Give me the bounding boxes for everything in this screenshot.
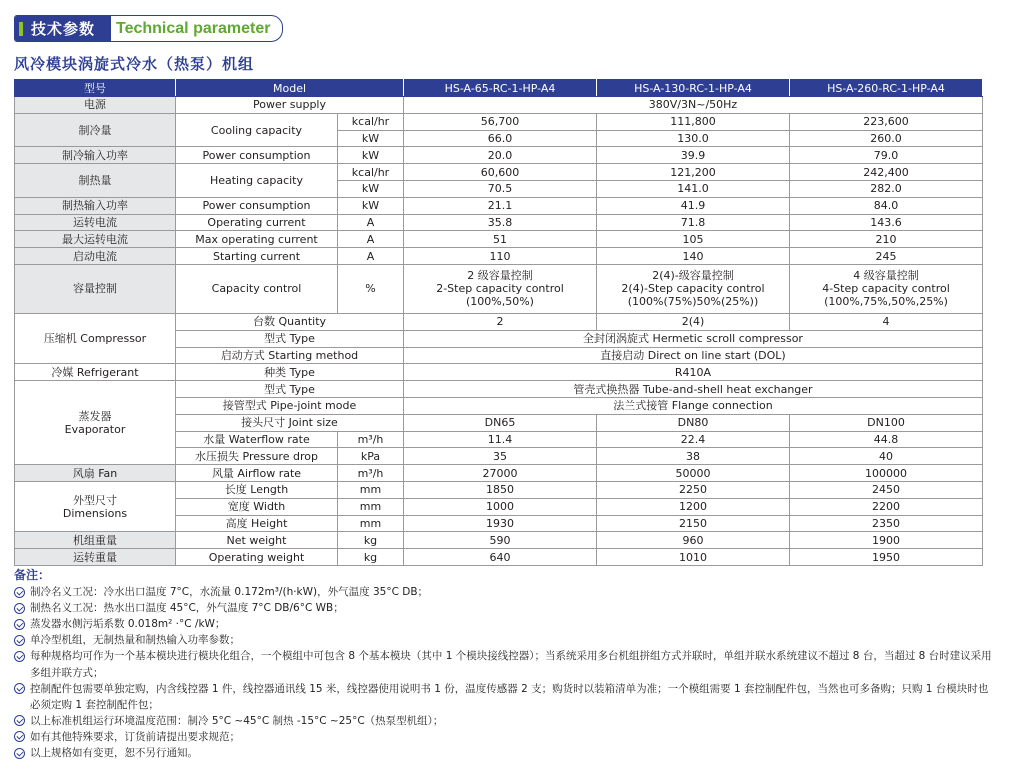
list-item [14,600,994,616]
value-cell: 2150 [597,515,790,532]
value-cell: 11.4 [404,431,597,448]
value-cell: 70.5 [404,180,597,197]
value-cell: 4 [790,313,983,330]
list-item [14,584,994,600]
capacity-line: 4-Step capacity control [822,282,950,296]
value-cell: 22.4 [597,431,790,448]
row-label: 高度 Height [176,515,338,532]
compressor-category: 压缩机 Compressor [15,313,176,363]
power-supply-value: 380V/3N~/50Hz [404,97,983,114]
value-cell: 130.0 [597,130,790,147]
capacity-line: 2-Step capacity control [436,282,564,296]
value-cell: 84.0 [790,197,983,214]
value-cell: 121,200 [597,164,790,181]
note-text: 如有其他特殊要求，订货前请提出要求规范； [30,730,240,743]
check-circle-icon [14,603,25,614]
table-header-row [15,80,983,97]
value-cell: 210 [790,231,983,248]
section-header-en: Technical parameter [116,19,271,37]
row-label-en: Net weight [176,532,338,549]
value-cell: 20.0 [404,147,597,164]
value-cell: 260.0 [790,130,983,147]
unit-cell: kg [338,532,404,549]
capacity-control-1 [404,264,597,313]
evaporator-en: Evaporator [64,422,126,436]
row-label: 水量 Waterflow rate [176,431,338,448]
value-cell: R410A [404,364,983,381]
table-row [15,147,983,164]
row-label-cn: 容量控制 [15,264,176,313]
list-item [14,729,994,745]
row-label: 台数 Quantity [176,313,404,330]
capacity-line: (100%(75%)50%(25%)) [627,295,759,309]
row-label: 型式 Type [176,381,404,398]
table-row [15,214,983,231]
value-cell: 60,600 [404,164,597,181]
unit-cell: A [338,231,404,248]
value-cell: 38 [597,448,790,465]
header-model-2: HS-A-130-RC-1-HP-A4 [597,80,790,97]
table-row [15,231,983,248]
unit-cell: mm [338,498,404,515]
value-cell: 640 [404,549,597,566]
row-label-en: Power supply [176,97,404,114]
table-row [15,465,983,482]
value-cell: 2(4) [597,313,790,330]
header-model-en: Model [176,80,404,97]
row-label: 种类 Type [176,364,404,381]
row-label-en: Starting current [176,248,338,265]
row-label-cn: 制热量 [15,164,176,198]
value-cell: 223,600 [790,113,983,130]
row-label-en: Capacity control [176,264,338,313]
value-cell: 141.0 [597,180,790,197]
table-row [15,364,983,381]
row-label-cn: 制冷输入功率 [15,147,176,164]
unit-cell: kg [338,549,404,566]
notes-section [14,567,994,761]
row-label: 型式 Type [176,330,404,347]
table-row [15,481,983,498]
row-label-en: Cooling capacity [176,113,338,147]
value-cell: 140 [597,248,790,265]
table-row [15,549,983,566]
row-label-cn: 制冷量 [15,113,176,147]
check-circle-icon [14,715,25,726]
value-cell: 50000 [597,465,790,482]
row-label-cn: 最大运转电流 [15,231,176,248]
list-item [14,713,994,729]
value-cell: 245 [790,248,983,265]
header-model-3: HS-A-260-RC-1-HP-A4 [790,80,983,97]
value-cell: 全封闭涡旋式 Hermetic scroll compressor [404,330,983,347]
value-cell: DN100 [790,414,983,431]
check-circle-icon [14,651,25,662]
capacity-control-3 [790,264,983,313]
note-text: 制冷名义工况：冷水出口温度 7°C，水流量 0.172m³/(h·kW)，外气温度 35°C DB； [30,586,429,599]
capacity-line: (100%,50%) [466,295,534,309]
row-label-en: Operating weight [176,549,338,566]
list-item [14,745,994,761]
table-row [15,532,983,549]
check-circle-icon [14,635,25,646]
note-text: 以上标准机组运行环境温度范围：制冷 5°C ~45°C 制热 -15°C ~25°C（热泵型机组）； [30,714,444,727]
value-cell: 39.9 [597,147,790,164]
value-cell: 1930 [404,515,597,532]
row-label-en: Power consumption [176,197,338,214]
value-cell: 1950 [790,549,983,566]
capacity-line: (100%,75%,50%,25%) [824,295,948,309]
value-cell: 66.0 [404,130,597,147]
spec-table [14,79,983,566]
row-label-en: Power consumption [176,147,338,164]
value-cell: 1900 [790,532,983,549]
value-cell: DN80 [597,414,790,431]
unit-cell: kW [338,130,404,147]
section-header-cn: 技术参数 [15,16,111,41]
value-cell: 56,700 [404,113,597,130]
table-row [15,264,983,313]
row-label: 长度 Length [176,481,338,498]
row-label-cn: 机组重量 [15,532,176,549]
unit-cell: kcal/hr [338,113,404,130]
table-row [15,248,983,265]
check-circle-icon [14,587,25,598]
value-cell: 960 [597,532,790,549]
value-cell: 1000 [404,498,597,515]
value-cell: 1010 [597,549,790,566]
value-cell: 35 [404,448,597,465]
header-model-cn: 型号 [15,80,176,97]
evaporator-category [15,381,176,465]
list-item [14,648,994,680]
value-cell: 100000 [790,465,983,482]
value-cell: 40 [790,448,983,465]
unit-cell: mm [338,481,404,498]
row-label: 宽度 Width [176,498,338,515]
dimensions-category [15,481,176,531]
value-cell: 21.1 [404,197,597,214]
product-title: 风冷模块涡旋式冷水（热泵）机组 [14,55,255,73]
value-cell: 105 [597,231,790,248]
value-cell: DN65 [404,414,597,431]
value-cell: 71.8 [597,214,790,231]
note-text: 蒸发器水侧污垢系数 0.018m² ·°C /kW； [30,618,226,631]
row-label-cn: 运转电流 [15,214,176,231]
note-text: 每种规格均可作为一个基本模块进行模块化组合，一个模组中可包含 8 个基本模块（其中 1 个模块接线控器）；当系统采用多台机组拼组方式并联时，单组并联水系统建议不超过 8 台，当超过 8 台时建议采用多组并联方式； [30,650,992,679]
unit-cell: A [338,214,404,231]
notes-title: 备注： [14,568,51,582]
header-model-1: HS-A-65-RC-1-HP-A4 [404,80,597,97]
check-circle-icon [14,731,25,742]
value-cell: 111,800 [597,113,790,130]
row-label: 水压损失 Pressure drop [176,448,338,465]
value-cell: 直接启动 Direct on line start (DOL) [404,347,983,364]
fan-category: 风扇 Fan [15,465,176,482]
value-cell: 管壳式换热器 Tube-and-shell heat exchanger [404,381,983,398]
row-label-cn: 电源 [15,97,176,114]
row-label-en: Heating capacity [176,164,338,198]
table-row [15,381,983,398]
table-row [15,313,983,330]
table-row [15,197,983,214]
value-cell: 35.8 [404,214,597,231]
list-item [14,681,994,713]
value-cell: 2450 [790,481,983,498]
note-text: 单冷型机组，无制热量和制热输入功率参数； [30,634,240,647]
row-label-cn: 运转重量 [15,549,176,566]
row-label: 接管型式 Pipe-joint mode [176,397,404,414]
table-row [15,113,983,130]
unit-cell: kPa [338,448,404,465]
note-text: 制热名义工况：热水出口温度 45°C，外气温度 7°C DB/6°C WB； [30,602,344,615]
value-cell: 2350 [790,515,983,532]
capacity-line: 2(4)-级容量控制 [652,269,734,283]
note-text: 控制配件包需要单独定购，内含线控器 1 件，线控器通讯线 15 米，线控器使用说明书 1 份，温度传感器 2 支；购货时以装箱清单为准；一个模组需要 1 套控制配件包，当然也可多备购；只购 1 台模块时也必须定购 1 套控制配件包； [30,682,989,711]
capacity-line: 4 级容量控制 [853,269,919,283]
row-label: 启动方式 Starting method [176,347,404,364]
check-circle-icon [14,619,25,630]
capacity-control-2 [597,264,790,313]
table-row [15,164,983,181]
list-item [14,632,994,648]
unit-cell: % [338,264,404,313]
unit-cell: mm [338,515,404,532]
section-header [14,15,283,42]
check-circle-icon [14,748,25,759]
value-cell: 2 [404,313,597,330]
value-cell: 143.6 [790,214,983,231]
unit-cell: kcal/hr [338,164,404,181]
value-cell: 2200 [790,498,983,515]
value-cell: 590 [404,532,597,549]
capacity-line: 2(4)-Step capacity control [621,282,765,296]
capacity-line: 2 级容量控制 [467,269,533,283]
unit-cell: kW [338,180,404,197]
value-cell: 242,400 [790,164,983,181]
dimensions-cn: 外型尺寸 [73,493,117,507]
row-label-cn: 制热输入功率 [15,197,176,214]
unit-cell: A [338,248,404,265]
row-label: 风量 Airflow rate [176,465,338,482]
evaporator-cn: 蒸发器 [78,409,112,423]
unit-cell: kW [338,147,404,164]
value-cell: 110 [404,248,597,265]
value-cell: 2250 [597,481,790,498]
value-cell: 1200 [597,498,790,515]
list-item [14,616,994,632]
value-cell: 44.8 [790,431,983,448]
value-cell: 27000 [404,465,597,482]
check-circle-icon [14,683,25,694]
value-cell: 1850 [404,481,597,498]
value-cell: 51 [404,231,597,248]
row-label-cn: 启动电流 [15,248,176,265]
value-cell: 79.0 [790,147,983,164]
refrigerant-category: 冷媒 Refrigerant [15,364,176,381]
value-cell: 282.0 [790,180,983,197]
unit-cell: m³/h [338,465,404,482]
dimensions-en: Dimensions [62,506,128,520]
row-label-en: Max operating current [176,231,338,248]
unit-cell: m³/h [338,431,404,448]
row-label: 接头尺寸 Joint size [176,414,404,431]
note-text: 以上规格如有变更，恕不另行通知。 [30,747,198,760]
unit-cell: kW [338,197,404,214]
row-label-en: Operating current [176,214,338,231]
value-cell: 法兰式接管 Flange connection [404,397,983,414]
table-row [15,97,983,114]
value-cell: 41.9 [597,197,790,214]
